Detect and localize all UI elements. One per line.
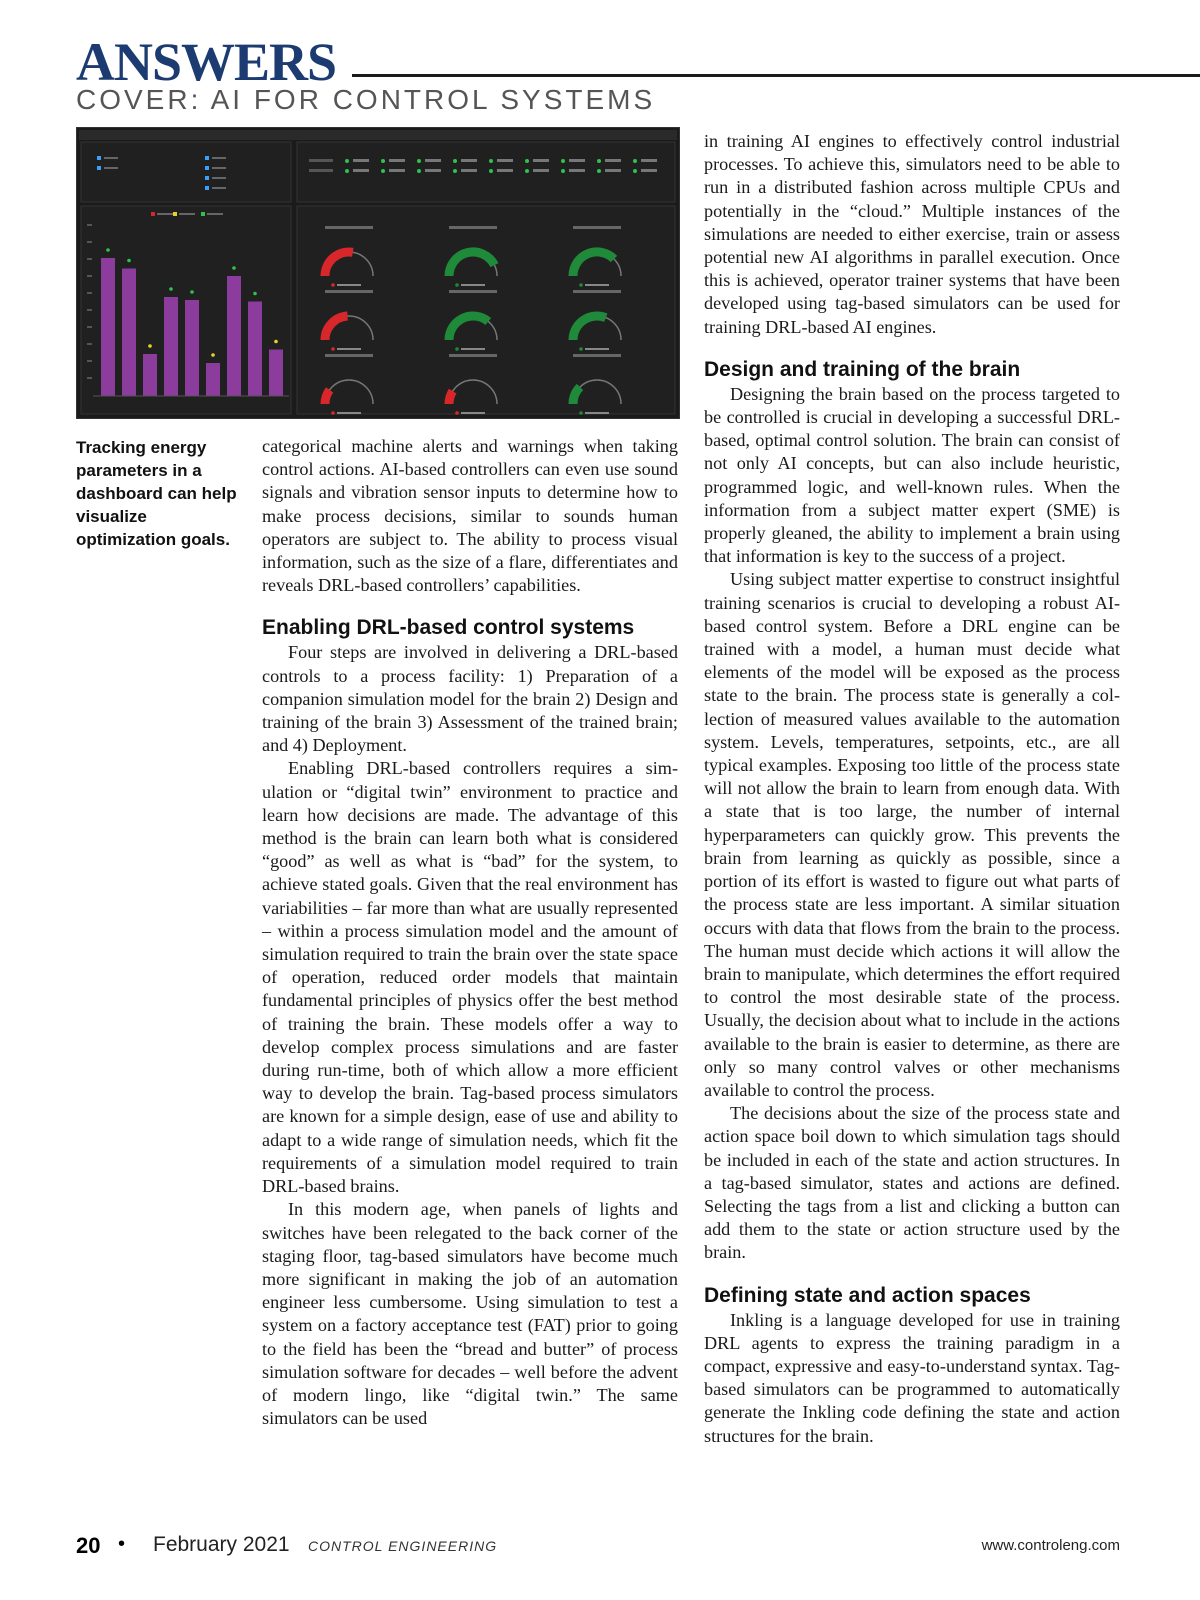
header-rule	[352, 74, 1200, 77]
axis-tick	[87, 224, 92, 226]
paragraph: The decisions about the size of the process state and action space boil down to which simulation tags should be included in each of the state and action structures. In a tag-based simulator, states and actions are defined. Selecting the tags from a list and clicking a button can add them to the state or action structure used by the brain.	[704, 1103, 1120, 1263]
chart-marker	[127, 259, 131, 263]
paragraph: In this modern age, when panels of lights and switches have been relegated to the back corner of the staging floor, tag-based simulators have become much more significant in making the job of an automation engineer less cumbersome. Using simulation to test a system on a factory acceptance test (FAT) prior to going to the field has been the “bread and butter” of process simulation software for decades – well before the advent of modern lingo, like “digital twin.” The same simulators can be used	[262, 1199, 678, 1429]
checkbox-mark	[205, 176, 209, 180]
gauge-title-bar	[573, 354, 621, 357]
chart-marker	[169, 287, 173, 291]
table-cell-bar	[569, 159, 585, 162]
gauge-title-bar	[449, 290, 497, 293]
legend-label-bar	[157, 213, 173, 215]
axis-tick	[87, 377, 92, 379]
status-dot	[417, 169, 421, 173]
table-cell-bar	[641, 169, 657, 172]
chart-bar	[143, 354, 157, 396]
status-dot	[417, 159, 421, 163]
dashboard-figure	[76, 127, 680, 419]
gauge-panel	[297, 206, 675, 414]
section-heading: Defining state and action spaces	[704, 1283, 1031, 1307]
gauge-indicator	[579, 347, 583, 351]
chart-bar	[164, 297, 178, 396]
status-dot	[489, 159, 493, 163]
page-footer	[76, 1533, 1120, 1561]
status-dot	[345, 169, 349, 173]
gauge-indicator	[579, 283, 583, 287]
gauge-indicator	[331, 283, 335, 287]
paragraph: Using subject matter expertise to construct insightful training scenarios is crucial to developing a robust AI-based control system. Before a DRL engine can be trained with a model, a human must decide what elements of the model will be exposed as the process state to the brain. The process state is generally a collection of measured values available to the automation system. Levels, temperatures, setpoints, etc., are all typical examples. Exposing too little of the process state will not allow the brain to learn from enough data. With a state that is too large, the number of internal hyperparameters can quickly grow. This prevents the brain from learning as quickly as possible, since a portion of its effort is wasted to figure out what parts of the process state are less important. A similar situation occurs with data that flows from the brain to the process. The human must decide which actions it will allow the brain to manipulate, which determines the effort required to control the most desirable state of the process. Usually, the decision about what to include in the actions available to the brain is easier to determine, as there are only so many control valves or other mechanisms available to control the process.	[704, 569, 1120, 1100]
checkbox-mark	[205, 156, 209, 160]
table-cell-bar	[389, 169, 405, 172]
status-dot	[597, 169, 601, 173]
chart-bar	[101, 258, 115, 396]
gauge-indicator	[331, 411, 335, 415]
gauge-value-bar	[585, 348, 609, 350]
gauge-title-bar	[325, 354, 373, 357]
checkbox-mark	[205, 166, 209, 170]
paragraph: Enabling DRL-based controllers requires a simulation or “digital twin” environment to practice and learn how decisions are made. The advantage of this method is the brain can learn both what is considered “good” as well as what is “bad” for the system, to achieve stated goals. Given that the real environment has variabilities – far more than what are usually represented – within a process simulation model and the amount of simulation required to train the brain over the state space of operation, reduced order models that maintain fundamental principles of physics offer the best method of training the brain. These models offer a way to develop complex process simulations and are faster during run-time, both of which allow a more efficient way to develop the brain. Tag-based process simulators are known for a simple design, ease of use and ability to adapt to a wide range of simulation needs, which fit the requirements of a simulation model required to train DRL-based brains.	[262, 758, 678, 1197]
status-dot	[561, 169, 565, 173]
table-cell-bar	[353, 169, 369, 172]
figure-caption: Tracking energy parameters in a dashboard can help visualize optimization goals.	[76, 438, 237, 549]
axis-tick	[87, 258, 92, 260]
gauge-value-bar	[461, 412, 485, 414]
chart-bar	[185, 300, 199, 396]
axis-tick	[87, 360, 92, 362]
article-column-1	[262, 435, 678, 1430]
status-dot	[381, 159, 385, 163]
chart-bar	[248, 302, 262, 397]
gauge-title-bar	[573, 226, 621, 229]
row-label-bar	[212, 177, 226, 179]
gauge-value-bar	[461, 348, 485, 350]
row-label-bar	[212, 167, 226, 169]
gauge-indicator	[331, 347, 335, 351]
row-label-bar	[104, 157, 118, 159]
paragraph: Inkling is a language developed for use in training DRL agents to express the training paradigm in a compact, expressive and easy-to-understand syntax. Tag-based simulators can be programmed to automatically generate the Inkling code defining the state and action structures for the brain.	[704, 1309, 1120, 1446]
row-label-bar	[212, 157, 226, 159]
gauge-value-bar	[585, 284, 609, 286]
axis-tick	[87, 326, 92, 328]
legend-swatch	[201, 212, 205, 216]
row-label-bar	[212, 187, 226, 189]
axis-tick	[87, 309, 92, 311]
chart-marker	[211, 353, 215, 357]
legend-label-bar	[179, 213, 195, 215]
gauge-fill	[325, 390, 330, 404]
section-subtitle: COVER: AI FOR CONTROL SYSTEMS	[76, 84, 656, 115]
website-url: www.controleng.com	[981, 1537, 1120, 1554]
gauge-title-bar	[573, 290, 621, 293]
legend-swatch	[173, 212, 177, 216]
status-dot	[453, 169, 457, 173]
paragraph: Designing the brain based on the process targeted to be controlled is crucial in developing a successful DRL-based, optimal control solution. The brain can consist of not only AI concepts, but can also include heuristic, programmed logic, and well-known rules. When the information from a subject matter expert (SME) is properly gleaned, the ability to implement a brain using that information is key to the success of a project.	[704, 383, 1120, 567]
status-dot	[525, 159, 529, 163]
status-dot	[633, 169, 637, 173]
table-cell-bar	[533, 159, 549, 162]
table-cell-bar	[605, 169, 621, 172]
legend-label-bar	[207, 213, 223, 215]
dashboard-image	[77, 128, 679, 418]
axis-tick	[87, 275, 92, 277]
page-number: 20	[76, 1533, 101, 1558]
axis-tick	[87, 343, 92, 345]
row-label-bar	[104, 167, 118, 169]
chart-bar	[269, 350, 283, 397]
status-dot	[453, 159, 457, 163]
gauge-title-bar	[449, 226, 497, 229]
chart-bar	[122, 269, 136, 397]
gauge-indicator	[455, 347, 459, 351]
section-title: ANSWERS	[76, 32, 337, 92]
table-cell-bar	[353, 159, 369, 162]
dashboard-titlebar	[79, 130, 677, 140]
paragraph: categorical machine alerts and warnings when taking control actions. AI-based controllers can even use sound signals and vibration sensor inputs to determine how to make process decisions, similar to sounds human operators are subject to. The ability to process visual information, such as the size of a flare, differentiates and reveals DRL-based controllers’ capabilities.	[262, 436, 678, 596]
gauge-indicator	[455, 411, 459, 415]
chart-marker	[106, 248, 110, 252]
gauge-indicator	[579, 411, 583, 415]
table-cell-bar	[497, 169, 513, 172]
chart-marker	[148, 344, 152, 348]
gauge-fill	[449, 391, 453, 404]
gauge-value-bar	[337, 284, 361, 286]
gauge-indicator	[455, 283, 459, 287]
gauge-title-bar	[449, 354, 497, 357]
table-cell-bar	[497, 159, 513, 162]
gauge-value-bar	[337, 412, 361, 414]
table-cell-bar	[461, 169, 477, 172]
chart-marker	[190, 290, 194, 294]
table-cell-bar	[425, 159, 441, 162]
footer-bullet: •	[118, 1533, 126, 1555]
gauge-value-bar	[585, 412, 609, 414]
section-heading: Enabling DRL-based control systems	[262, 616, 635, 640]
table-cell-bar	[569, 169, 585, 172]
axis-tick	[87, 292, 92, 294]
gauge-value-bar	[337, 348, 361, 350]
gauge-title-bar	[325, 290, 373, 293]
status-dot	[597, 159, 601, 163]
status-dot	[525, 169, 529, 173]
chart-marker	[253, 292, 257, 296]
table-cell-bar	[425, 169, 441, 172]
table-cell-bar	[605, 159, 621, 162]
chart-marker	[232, 266, 236, 270]
status-dot	[345, 159, 349, 163]
article-column-2	[704, 130, 1120, 1448]
status-dot	[489, 169, 493, 173]
checkbox-mark	[97, 166, 101, 170]
gauge-value-bar	[461, 284, 485, 286]
status-dot	[561, 159, 565, 163]
status-dot	[633, 159, 637, 163]
alarm-panel	[81, 142, 291, 202]
table-cell-bar	[309, 169, 333, 172]
chart-marker	[274, 340, 278, 344]
table-cell-bar	[641, 159, 657, 162]
axis-tick	[87, 241, 92, 243]
issue-date: February 2021	[153, 1533, 290, 1556]
legend-swatch	[151, 212, 155, 216]
status-dot	[381, 169, 385, 173]
paragraph: Four steps are involved in delivering a DRL-based controls to a process facility: 1) Preparation of a companion simulation model for the brain 2) Design and training of the brain 3) Assessment of the trained brain; and 4) Deployment.	[262, 642, 678, 756]
checkbox-mark	[205, 186, 209, 190]
magazine-name: CONTROL ENGINEERING	[308, 1538, 498, 1554]
chart-bar	[227, 276, 241, 396]
gauge-title-bar	[325, 226, 373, 229]
section-heading: Design and training of the brain	[704, 357, 1021, 381]
table-cell-bar	[533, 169, 549, 172]
checkbox-mark	[97, 156, 101, 160]
paragraph: in training AI engines to effectively control industrial processes. To achieve this, simulators need to be able to run in a distributed fashion across multiple CPUs and potentially in the “cloud.” Multiple instances of the simulations are needed to either exercise, train or assess potential new AI algorithms in parallel execution. Once this is achieved, operator trainer systems that have been developed using tag-based simulators can be used for training DRL-based AI engines.	[704, 131, 1120, 337]
chart-bar	[206, 363, 220, 396]
table-cell-bar	[309, 159, 333, 162]
table-cell-bar	[461, 159, 477, 162]
table-cell-bar	[389, 159, 405, 162]
